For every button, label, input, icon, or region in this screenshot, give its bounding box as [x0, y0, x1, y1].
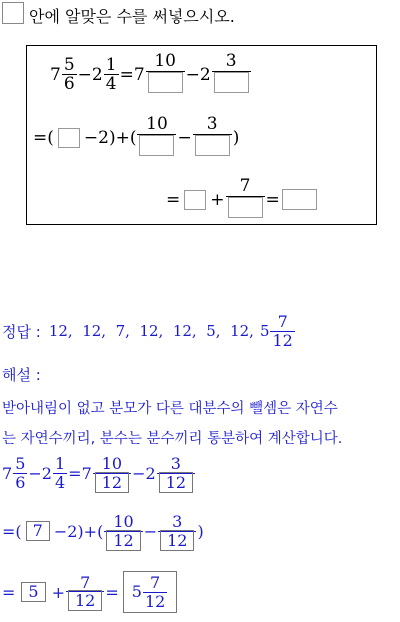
fraction: $\frac{7}{12}$	[144, 573, 166, 611]
answer-line: 정답 : 12, 12, 7, 12, 12, 5, 12, 5 $\frac{7}{12}$	[2, 312, 293, 350]
fraction: $\frac{10}{12}$	[104, 513, 142, 550]
blank-input[interactable]	[184, 190, 206, 210]
problem-line-2: = ( −2)+( 10 − 3 )	[33, 115, 239, 160]
filled-blank: 5	[21, 582, 45, 602]
fraction: $\frac{3}{12}$	[157, 455, 195, 492]
blank-input[interactable]	[282, 189, 317, 210]
explanation-text-2: 는 자연수끼리, 분수는 분수끼리 통분하여 계산합니다.	[2, 431, 343, 447]
filled-blank: 12	[159, 472, 193, 493]
answer-values: 12, 12, 7, 12, 12, 5, 12,	[48, 322, 254, 341]
problem-line-3: = + 7 =	[166, 177, 317, 222]
fraction: $\frac{10}{12}$	[93, 455, 131, 492]
blank-input[interactable]	[228, 197, 263, 218]
fraction: $\frac{7}{12}$	[66, 574, 104, 611]
fraction: 7	[226, 177, 265, 222]
blank-input[interactable]	[195, 135, 230, 156]
fraction: $\frac{3}{12}$	[158, 513, 196, 550]
blank-input[interactable]	[139, 135, 174, 156]
blank-input[interactable]	[58, 128, 80, 148]
problem-line-1: 7 $\frac{5}{6}$ − 2 $\frac{1}{4}$ = 7 10 − 2 3	[50, 52, 252, 97]
explanation-label: 해설 :	[2, 366, 41, 384]
fraction: 3	[212, 52, 251, 97]
explanation-line-1: 7 $\frac{5}{6}$ − 2 $\frac{1}{4}$ = 7 $\frac{10}{12}$ − 2 $\frac{3}{12}$	[2, 455, 196, 492]
question-text: 안에 알맞은 수를 써넣으시오.	[29, 7, 235, 26]
fraction: $\frac{5}{6}$	[63, 54, 75, 95]
filled-blank: 12	[68, 590, 102, 611]
filled-blank: 12	[106, 530, 140, 551]
filled-blank-mixed: 5 $\frac{7}{12}$	[123, 571, 178, 613]
answer-checkbox[interactable]	[2, 2, 24, 24]
filled-blank: 12	[95, 472, 129, 493]
explanation-text-1: 받아내림이 없고 분모가 다른 대분수의 뺄셈은 자연수	[2, 401, 338, 417]
blank-input[interactable]	[148, 72, 183, 93]
explanation-line-3: = 5 + $\frac{7}{12}$ = 5 $\frac{7}{12}$	[2, 571, 177, 613]
fraction: $\frac{5}{6}$	[15, 454, 26, 492]
fraction: $\frac{7}{12}$	[272, 312, 293, 350]
explanation-line-2: = ( 7 −2)+( $\frac{10}{12}$ − $\frac{3}{12}$ )	[2, 512, 204, 550]
fraction: $\frac{1}{4}$	[105, 54, 117, 95]
filled-blank: 12	[160, 530, 194, 551]
blank-input[interactable]	[214, 72, 249, 93]
filled-blank: 7	[26, 521, 50, 541]
answer-label: 정답 :	[2, 322, 41, 341]
fraction: 3	[193, 115, 232, 160]
fraction: $\frac{1}{4}$	[54, 454, 66, 492]
fraction: 10	[137, 115, 176, 160]
fraction: 10	[146, 52, 185, 97]
